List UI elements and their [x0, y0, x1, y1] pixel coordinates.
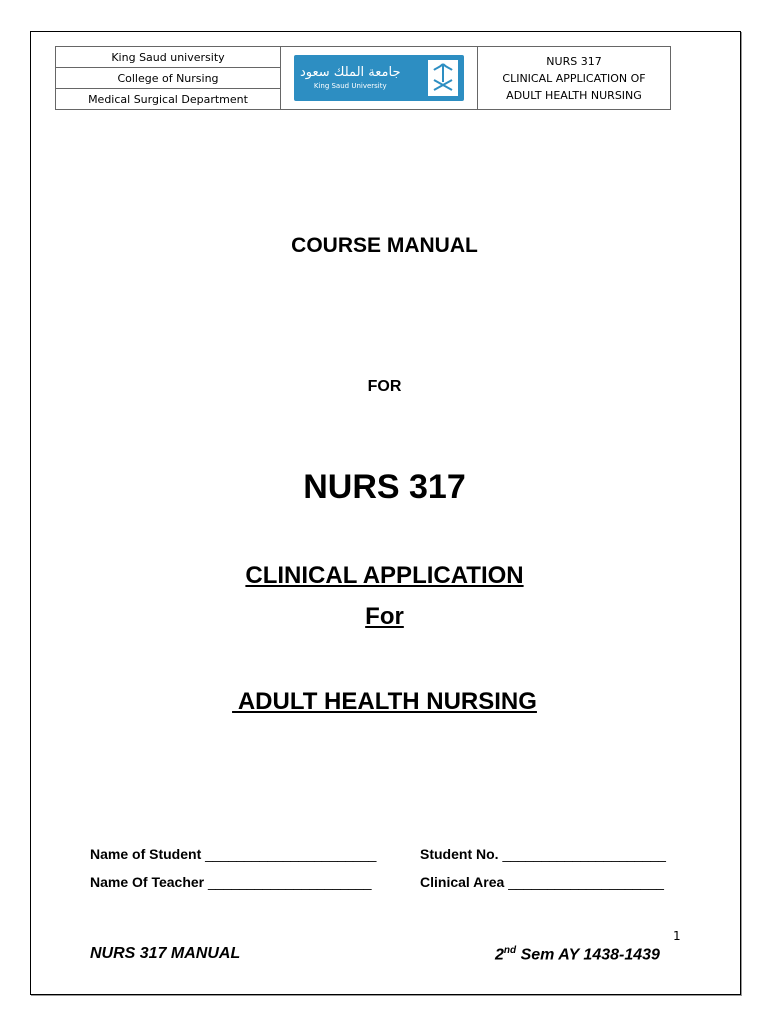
adult-health-nursing-title: ADULT HEALTH NURSING	[232, 688, 537, 715]
university-name: King Saud university	[56, 47, 280, 68]
clinical-area-label: Clinical Area	[420, 874, 505, 890]
course-manual-title: COURSE MANUAL	[291, 234, 478, 257]
footer-semester	[495, 945, 660, 964]
logo-english-text: King Saud University	[313, 82, 387, 90]
department-name: Medical Surgical Department	[88, 92, 248, 106]
footer-semester-text: Sem AY 1438-1439	[516, 946, 660, 964]
clinical-area-line: ____________________	[508, 874, 664, 890]
for-label: FOR	[367, 378, 402, 395]
teacher-name-line: _____________________	[208, 874, 372, 890]
clinical-area-field	[420, 874, 664, 890]
university-logo	[294, 55, 464, 101]
palm-swords-emblem-icon	[428, 60, 458, 96]
student-name-field	[90, 846, 376, 862]
logo-arabic-text: جامعة الملك سعود	[300, 65, 401, 80]
footer-manual-label: NURS 317 MANUAL	[90, 945, 241, 962]
student-name-line: ______________________	[205, 846, 377, 862]
teacher-name-field	[90, 874, 372, 890]
page-number: 1	[673, 929, 681, 943]
college-name: College of Nursing	[56, 68, 280, 89]
course-title-header-2: ADULT HEALTH NURSING	[506, 88, 642, 102]
student-name-label: Name of Student	[90, 846, 202, 862]
footer-semester-number: 2	[495, 946, 504, 964]
course-code-title: NURS 317	[303, 468, 466, 506]
clinical-application-title: CLINICAL APPLICATION	[245, 562, 524, 589]
student-no-label: Student No.	[420, 846, 499, 862]
student-no-field	[420, 846, 666, 862]
header-left-cell	[56, 47, 281, 109]
student-no-line: _____________________	[502, 846, 666, 862]
course-title-header-1: CLINICAL APPLICATION OF	[502, 71, 646, 85]
header-logo-cell	[281, 47, 478, 109]
for-subtitle: For	[365, 603, 404, 630]
footer-semester-suffix: nd	[503, 945, 517, 956]
header-table	[55, 46, 671, 110]
header-right-cell	[478, 47, 670, 109]
course-code-header: NURS 317	[546, 54, 602, 68]
teacher-name-label: Name Of Teacher	[90, 874, 205, 890]
